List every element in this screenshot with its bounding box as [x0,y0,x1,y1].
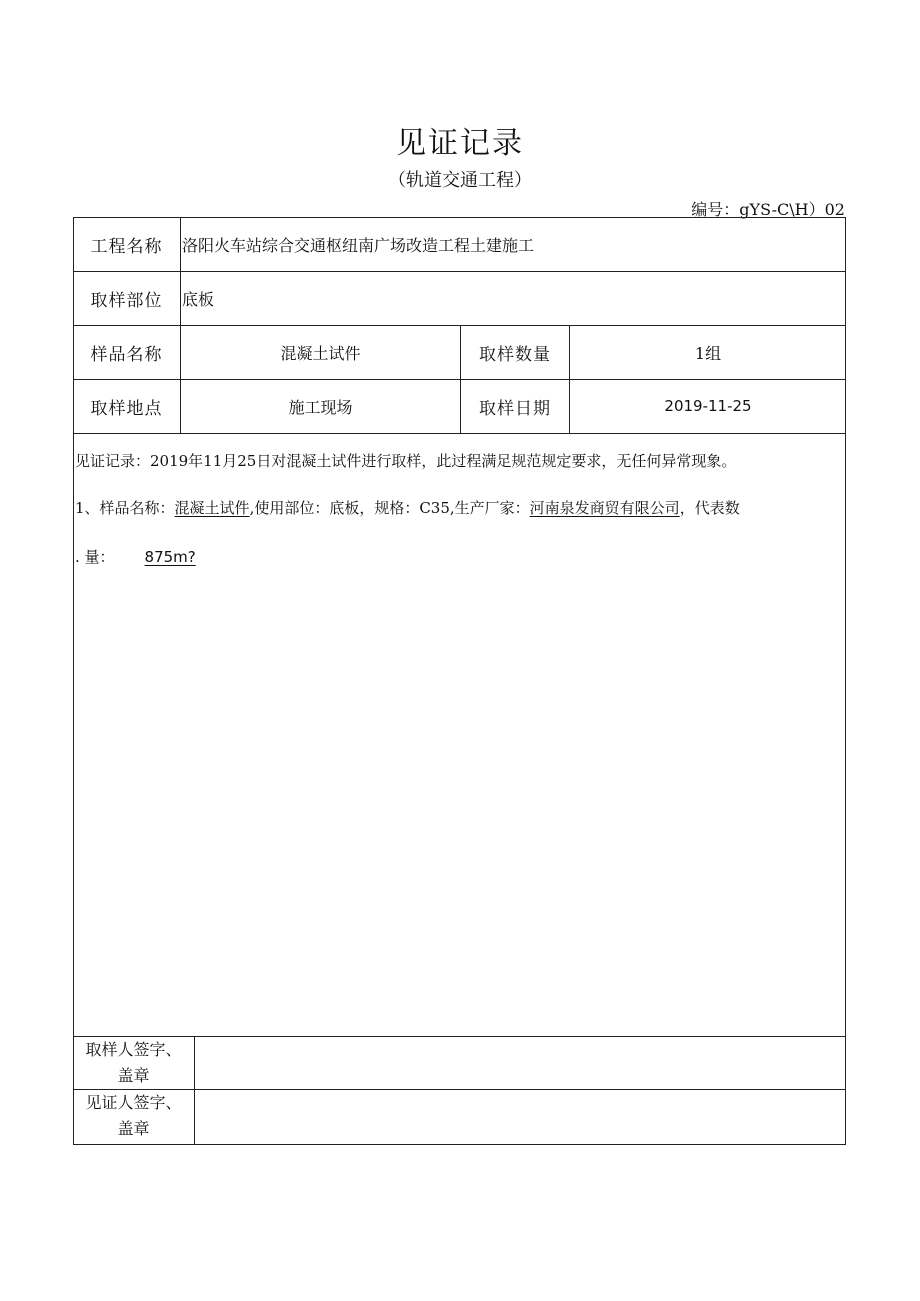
project-name-label: 工程名称 [90,236,163,257]
record-manufacturer: 河南泉发商贸有限公司 [529,499,680,517]
record-line-2-mid: ,使用部位：底板，规格：C35,生产厂家： [249,499,530,517]
sampler-label-line-2: 盖章 [117,1066,150,1085]
sample-date-label: 取样日期 [479,398,551,419]
witness-label-line-1: 见证人签字、 [85,1093,182,1112]
sample-name-label: 样品名称 [90,344,163,365]
sampler-label-line-1: 取样人签字、 [85,1040,182,1059]
witness-label-line-2: 盖章 [117,1119,150,1138]
page-title: 见证记录 [396,126,524,161]
sampler-signature-label [73,1037,194,1089]
record-line-3-prefix: . 量： [75,548,115,566]
sample-qty-value: 1组 [694,343,722,363]
record-quantity: 875m? [144,548,196,566]
witness-signature-label [73,1090,194,1144]
sample-place-value: 施工现场 [288,397,353,417]
sample-date-value: 2019-11-25 [664,397,752,415]
sample-qty-label: 取样数量 [479,344,551,365]
record-line-2-prefix: 1、样品名称： [75,499,175,517]
witness-signature-field[interactable] [195,1090,845,1144]
row-divider [73,433,846,434]
sample-part-label: 取样部位 [90,290,163,311]
record-sample-name: 混凝土试件 [174,499,250,517]
page-subtitle: （轨道交通工程） [388,170,532,191]
sample-part-value: 底板 [182,289,215,309]
document-number: 编号：gYS-C\H）02 [691,200,845,219]
record-line-3 [75,546,196,567]
record-line-2-suffix: ，代表数 [679,499,740,517]
project-name-value: 洛阳火车站综合交通枢纽南广场改造工程土建施工 [182,235,535,255]
record-line-2 [75,497,740,518]
sample-name-value: 混凝土试件 [280,343,361,363]
sampler-signature-field[interactable] [195,1037,845,1089]
sample-place-label: 取样地点 [90,398,163,419]
record-line-1: 见证记录：2019年11月25日对混凝土试件进行取样，此过程满足规范规定要求，无任何异常现象。 [75,452,737,470]
